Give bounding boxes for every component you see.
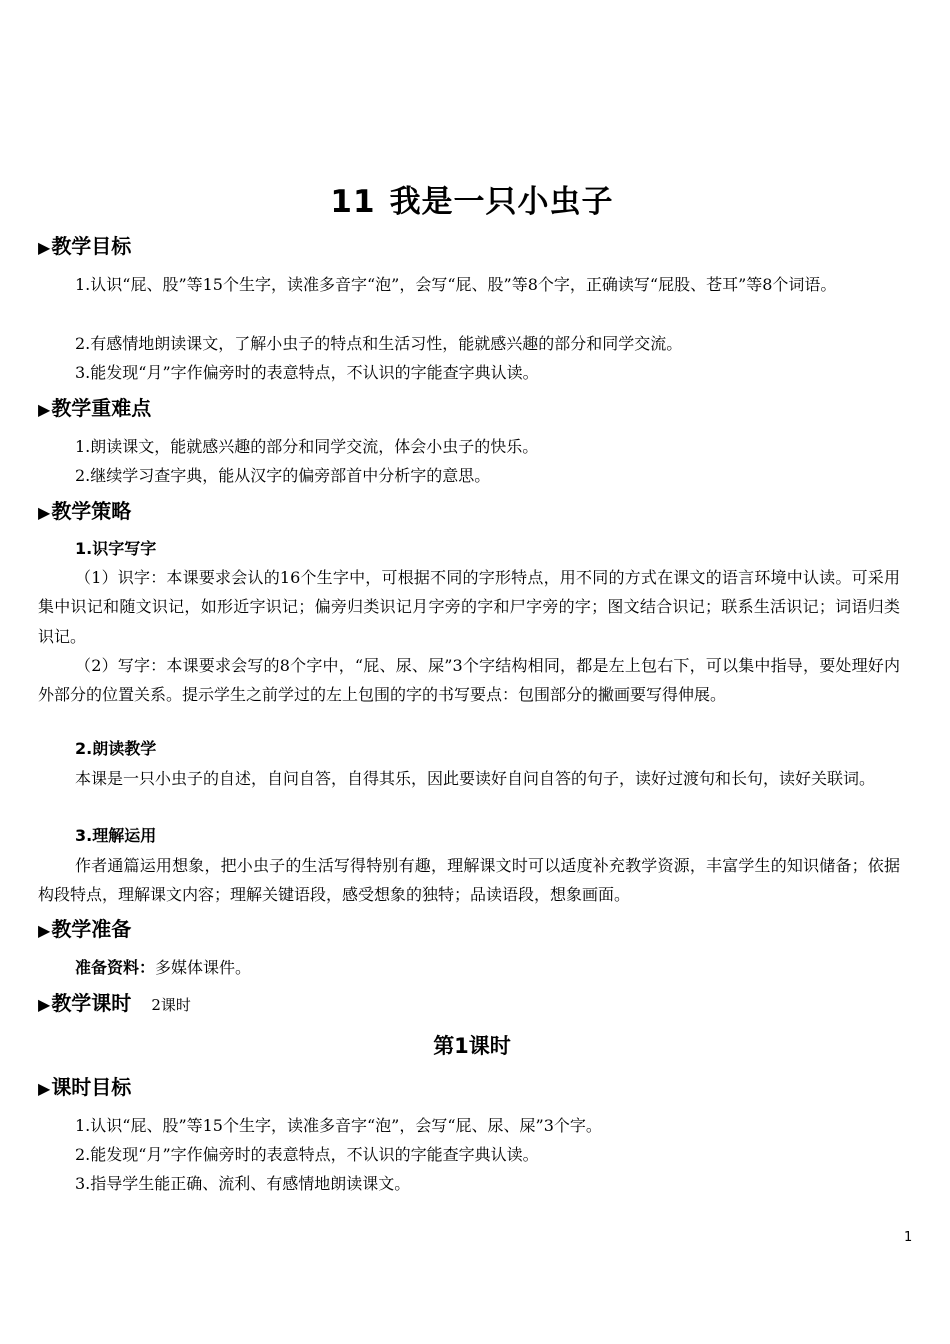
heading-teaching-goals [38, 232, 131, 262]
strategy-understanding-paragraph: 作者通篇运用想象，把小虫子的生活写得特别有趣，理解课文时可以适度补充教学资源，丰富学生的知识储备；依据构段特点，理解课文内容；理解关键语段，感受想象的独特；品读语段，想象画面。 [38, 856, 900, 905]
strategy-sub-understanding: 3.理解运用 [75, 826, 157, 845]
lesson-goal-item-1: 1.认识“屁、股”等15个生字，读准多音字“泡”，会写“屁、尿、屎”3个字。 [75, 1116, 602, 1135]
triangle-marker-icon: ▶ [38, 503, 51, 522]
strategy-reading-paragraph: 本课是一只小虫子的自述，自问自答，自得其乐，因此要读好自问自答的句子，读好过渡句和长句，读好关联词。 [75, 769, 876, 788]
heading-text: 教学重难点 [51, 396, 152, 420]
key-point-item-1: 1.朗读课文，能就感兴趣的部分和同学交流，体会小虫子的快乐。 [75, 437, 539, 456]
heading-text: 教学策略 [51, 499, 132, 523]
triangle-marker-icon: ▶ [38, 921, 51, 940]
triangle-marker-icon: ▶ [38, 1079, 51, 1098]
heading-lesson-goals [38, 1073, 131, 1103]
lesson-goal-item-2: 2.能发现“月”字作偏旁时的表意特点，不认识的字能查字典认读。 [75, 1145, 539, 1164]
heading-text: 教学目标 [51, 234, 132, 258]
heading-periods [38, 989, 191, 1019]
triangle-marker-icon: ▶ [38, 238, 51, 257]
goal-item-1: 1.认识“屁、股”等15个生字，读准多音字“泡”，会写“屁、股”等8个字，正确读写“屁股、苍耳”等8个词语。 [75, 275, 837, 294]
lesson-goal-item-3: 3.指导学生能正确、流利、有感情地朗读课文。 [75, 1174, 411, 1193]
page-title [38, 176, 906, 221]
strategy-literacy-paragraph-1: （1）识字：本课要求会认的16个生字中，可根据不同的字形特点，用不同的方式在课文的语言环境中认读。可采用集中识记和随文识记，如形近字识记；偏旁归类识记月字旁的字和尸字旁的字；图文结合识记；联系生活识记；词语归类识记。 [38, 568, 900, 646]
triangle-marker-icon: ▶ [38, 400, 51, 419]
heading-preparation [38, 915, 131, 945]
triangle-marker-icon: ▶ [38, 995, 51, 1014]
goal-item-2: 2.有感情地朗读课文，了解小虫子的特点和生活习性，能就感兴趣的部分和同学交流。 [75, 334, 683, 353]
preparation-label: 准备资料： [75, 958, 156, 977]
key-point-item-2: 2.继续学习查字典，能从汉字的偏旁部首中分析字的意思。 [75, 466, 491, 485]
goal-item-3: 3.能发现“月”字作偏旁时的表意特点，不认识的字能查字典认读。 [75, 363, 539, 382]
periods-value: 2课时 [151, 996, 191, 1014]
heading-text: 教学准备 [51, 917, 132, 941]
lesson-1-title: 第1课时 [433, 1034, 511, 1058]
lesson-number: 11 [330, 184, 376, 220]
strategy-sub-literacy: 1.识字写字 [75, 539, 157, 558]
preparation-line [75, 954, 251, 982]
heading-key-points [38, 394, 151, 424]
heading-text: 课时目标 [51, 1075, 132, 1099]
heading-strategy [38, 497, 131, 527]
strategy-sub-reading: 2.朗读教学 [75, 739, 157, 758]
preparation-value: 多媒体课件。 [155, 958, 252, 977]
lesson-title-text: 我是一只小虫子 [389, 184, 614, 220]
heading-text: 教学课时 [51, 991, 132, 1015]
strategy-literacy-paragraph-2: （2）写字：本课要求会写的8个字中，“屁、尿、屎”3个字结构相同，都是左上包右下，可以集中指导，要处理好内外部分的位置关系。提示学生之前学过的左上包围的字的书写要点：包围部分的撇画要写得伸展。 [38, 656, 900, 705]
page-number: 1 [904, 1230, 913, 1245]
